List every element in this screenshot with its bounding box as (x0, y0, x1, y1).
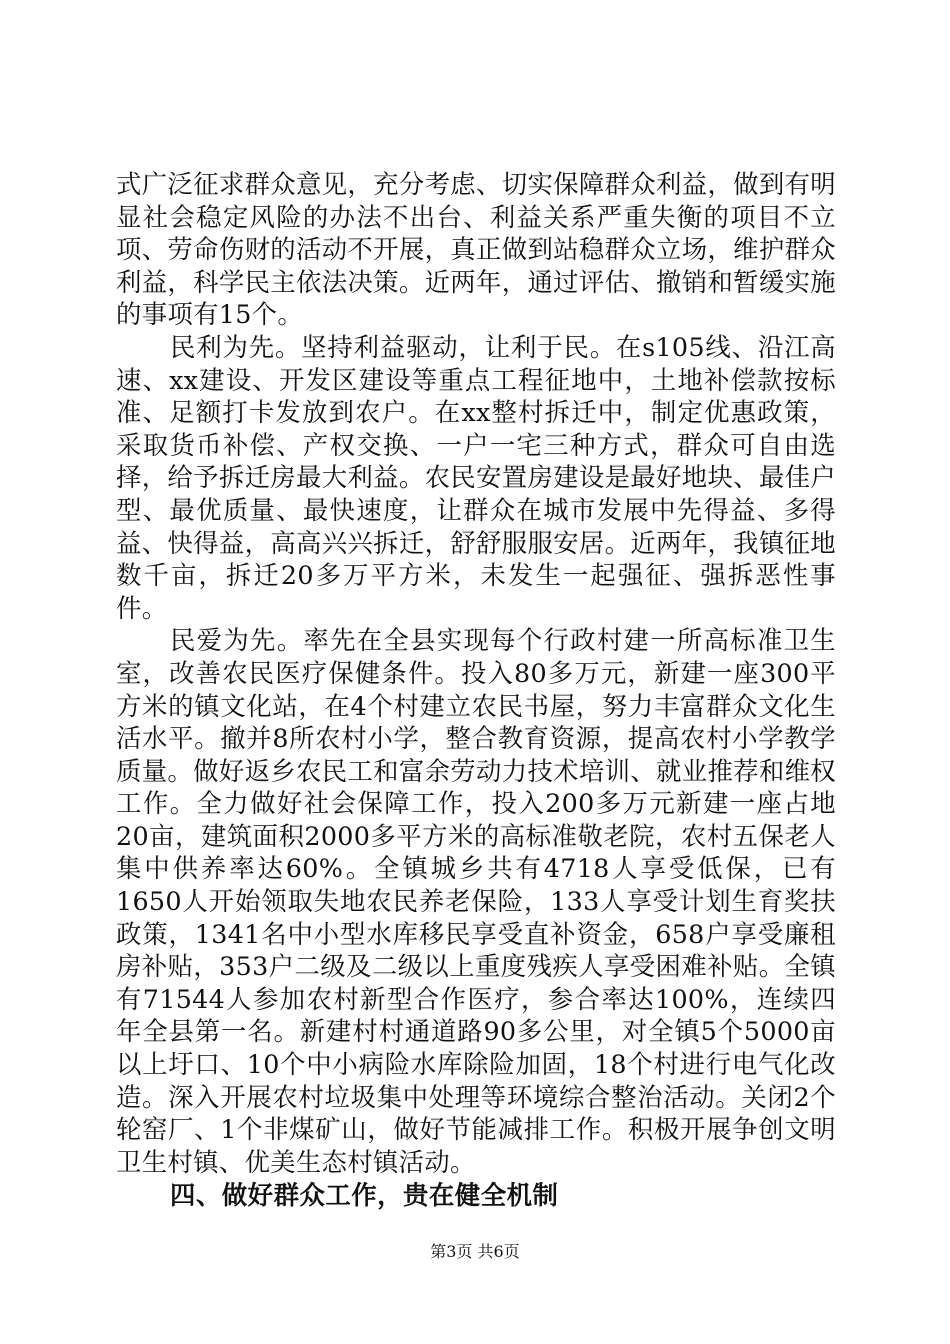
paragraph-minai: 民爱为先。率先在全县实现每个行政村建一所高标准卫生室，改善农民医疗保健条件。投入80多万元，新建一座300平方米的镇文化站，在4个村建立农民书屋，努力丰富群众文化生活水平。撤并8所农村小学，整合教育资源，提高农村小学教学质量。做好返乡农民工和富余劳动力技术培训、就业推荐和维权工作。全力做好社会保障工作，投入200多万元新建一座占地20亩，建筑面积2000多平方米的高标准敬老院，农村五保老人集中供养率达60%。全镇城乡共有4718人享受低保，已有1650人开始领取失地农民养老保险，133人享受计划生育奖扶政策，1341名中小型水库移民享受直补资金，658户享受廉租房补贴，353户二级及二级以上重度残疾人享受困难补贴。全镇有71544人参加农村新型合作医疗，参合率达100%，连续四年全县第一名。新建村村通道路90多公里，对全镇5个5000亩以上圩口、10个中小病险水库除险加固，18个村进行电气化改造。深入开展农村垃圾集中处理等环境综合整治活动。关闭2个轮窑厂、1个非煤矿山，做好节能减排工作。积极开展争创文明卫生村镇、优美生态村镇活动。 (116, 625, 836, 1177)
paragraph-minli: 民利为先。坚持利益驱动，让利于民。在s105线、沿江高速、xx建设、开发区建设等重点工程征地中，土地补偿款按标准、足额打卡发放到农户。在xx整村拆迁中，制定优惠政策，采取货币补偿、产权交换、一户一宅三种方式，群众可自由选择，给予拆迁房最大利益。农民安置房建设是最好地块、最佳户型、最优质量、最快速度，让群众在城市发展中先得益、多得益、快得益，高高兴兴拆迁，舒舒服服安居。近两年，我镇征地数千亩，拆迁20多万平方米，未发生一起强征、强拆恶性事件。 (116, 331, 836, 623)
paragraph-continuation: 式广泛征求群众意见，充分考虑、切实保障群众利益，做到有明显社会稳定风险的办法不出台、利益关系严重失衡的项目不立项、劳命伤财的活动不开展，真正做到站稳群众立场，维护群众利益，科学民主依法决策。近两年，通过评估、撤销和暂缓实施的事项有15个。 (116, 169, 836, 330)
page-footer: 第3页 共6页 (430, 1242, 520, 1261)
section-heading: 四、做好群众工作，贵在健全机制 (170, 1180, 559, 1211)
document-body (116, 168, 836, 1212)
